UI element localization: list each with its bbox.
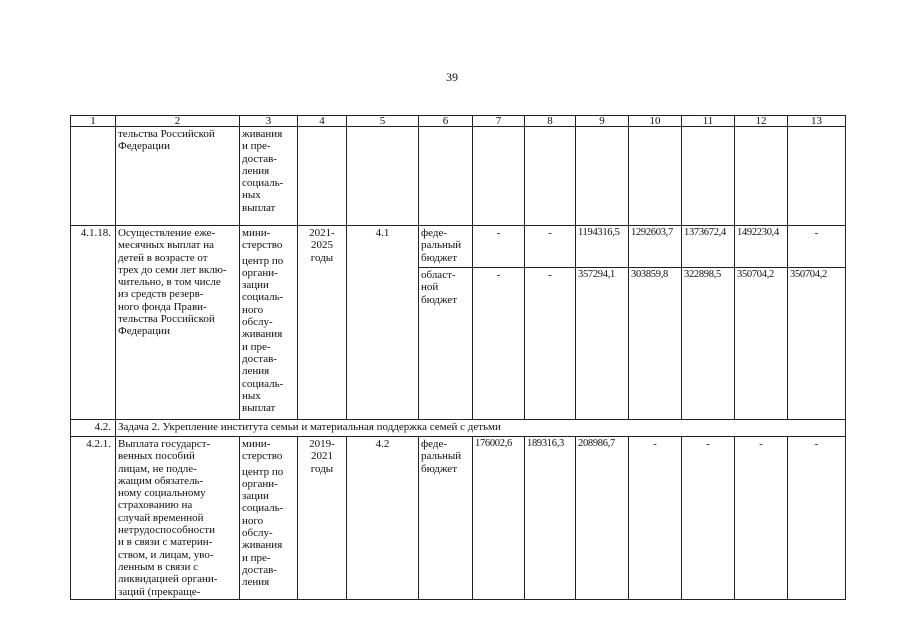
col-num: 8 bbox=[525, 116, 576, 127]
value-cell: 189316,3 bbox=[525, 437, 576, 600]
value-cell: - bbox=[735, 437, 788, 600]
value-cell: 208986,7 bbox=[576, 437, 629, 600]
col-num: 6 bbox=[419, 116, 473, 127]
indicator-ref: 4.2 bbox=[347, 437, 419, 600]
value-cell: 176002,6 bbox=[473, 437, 525, 600]
value-cell: - bbox=[629, 437, 682, 600]
col-num: 11 bbox=[682, 116, 735, 127]
col-num: 7 bbox=[473, 116, 525, 127]
executor bbox=[240, 437, 298, 600]
funding-source: феде- ральный бюджет bbox=[419, 437, 473, 600]
col-num: 10 bbox=[629, 116, 682, 127]
column-numbers-row bbox=[71, 116, 846, 127]
value-cell: 322898,5 bbox=[682, 268, 735, 420]
col-num: 13 bbox=[788, 116, 846, 127]
measure-name: Осуществление еже- месячных выплат на детей в возрасте от трех до семи лет вклю- чительно, в том числе из средств резерв- ного фонда Прави- тельства Российской Федерации bbox=[116, 226, 240, 420]
executor: живания и пре- достав- ления социаль- ных выплат bbox=[240, 127, 298, 226]
col-num: 9 bbox=[576, 116, 629, 127]
value-cell: 1194316,5 bbox=[576, 226, 629, 268]
value-cell: - bbox=[682, 437, 735, 600]
measure-name: Выплата государст- венных пособий лицам, не подле- жащим обязатель- ному социальному страхованию на случай временной нетрудоспособности и в связи с материн- ством, и лицам, уво- ленным в связи с ликвидацией органи- заций (прекраще- bbox=[116, 437, 240, 600]
years: 2019- 2021 годы bbox=[298, 437, 347, 600]
value-cell: 1292603,7 bbox=[629, 226, 682, 268]
executor bbox=[240, 226, 298, 420]
executor-ministry: мини- стерство bbox=[242, 438, 283, 463]
value-cell: - bbox=[788, 226, 846, 268]
col-num: 12 bbox=[735, 116, 788, 127]
col-num: 1 bbox=[71, 116, 116, 127]
value-cell: 350704,2 bbox=[735, 268, 788, 420]
value-cell: 1492230,4 bbox=[735, 226, 788, 268]
value-cell: - bbox=[473, 226, 525, 268]
program-table bbox=[70, 115, 846, 600]
col-num: 4 bbox=[298, 116, 347, 127]
table-row-4-2-1 bbox=[71, 437, 846, 600]
value-cell: - bbox=[473, 268, 525, 420]
col-num: 2 bbox=[116, 116, 240, 127]
col-num: 5 bbox=[347, 116, 419, 127]
value-cell: 357294,1 bbox=[576, 268, 629, 420]
measure-name: тельства Российской Федерации bbox=[116, 127, 240, 226]
value-cell: - bbox=[525, 226, 576, 268]
executor-center: центр по органи- зации социаль- ного обслу- живания и пре- достав- ления социаль- ных выплат bbox=[242, 254, 284, 415]
years: 2021- 2025 годы bbox=[298, 226, 347, 420]
executor-ministry: мини- стерство bbox=[242, 227, 283, 252]
task-row-4-2 bbox=[71, 420, 846, 437]
indicator-ref: 4.1 bbox=[347, 226, 419, 420]
col-num: 3 bbox=[240, 116, 298, 127]
executor-center: центр по органи- зации социаль- ного обслу- живания и пре- достав- ления bbox=[242, 465, 284, 589]
table-row-4-1-18-federal bbox=[71, 226, 846, 268]
funding-source: област- ной бюджет bbox=[419, 268, 473, 420]
row-code: 4.1.18. bbox=[71, 226, 116, 420]
value-cell: - bbox=[788, 437, 846, 600]
value-cell: 350704,2 bbox=[788, 268, 846, 420]
task-title: Задача 2. Укрепление института семьи и материальная поддержка семей с детьми bbox=[116, 420, 846, 437]
continuation-row bbox=[71, 127, 846, 226]
value-cell: 1373672,4 bbox=[682, 226, 735, 268]
row-code: 4.2.1. bbox=[71, 437, 116, 600]
value-cell: 303859,8 bbox=[629, 268, 682, 420]
funding-source: феде- ральный бюджет bbox=[419, 226, 473, 268]
value-cell: - bbox=[525, 268, 576, 420]
row-code: 4.2. bbox=[71, 420, 116, 437]
page-number: 39 bbox=[446, 70, 458, 84]
